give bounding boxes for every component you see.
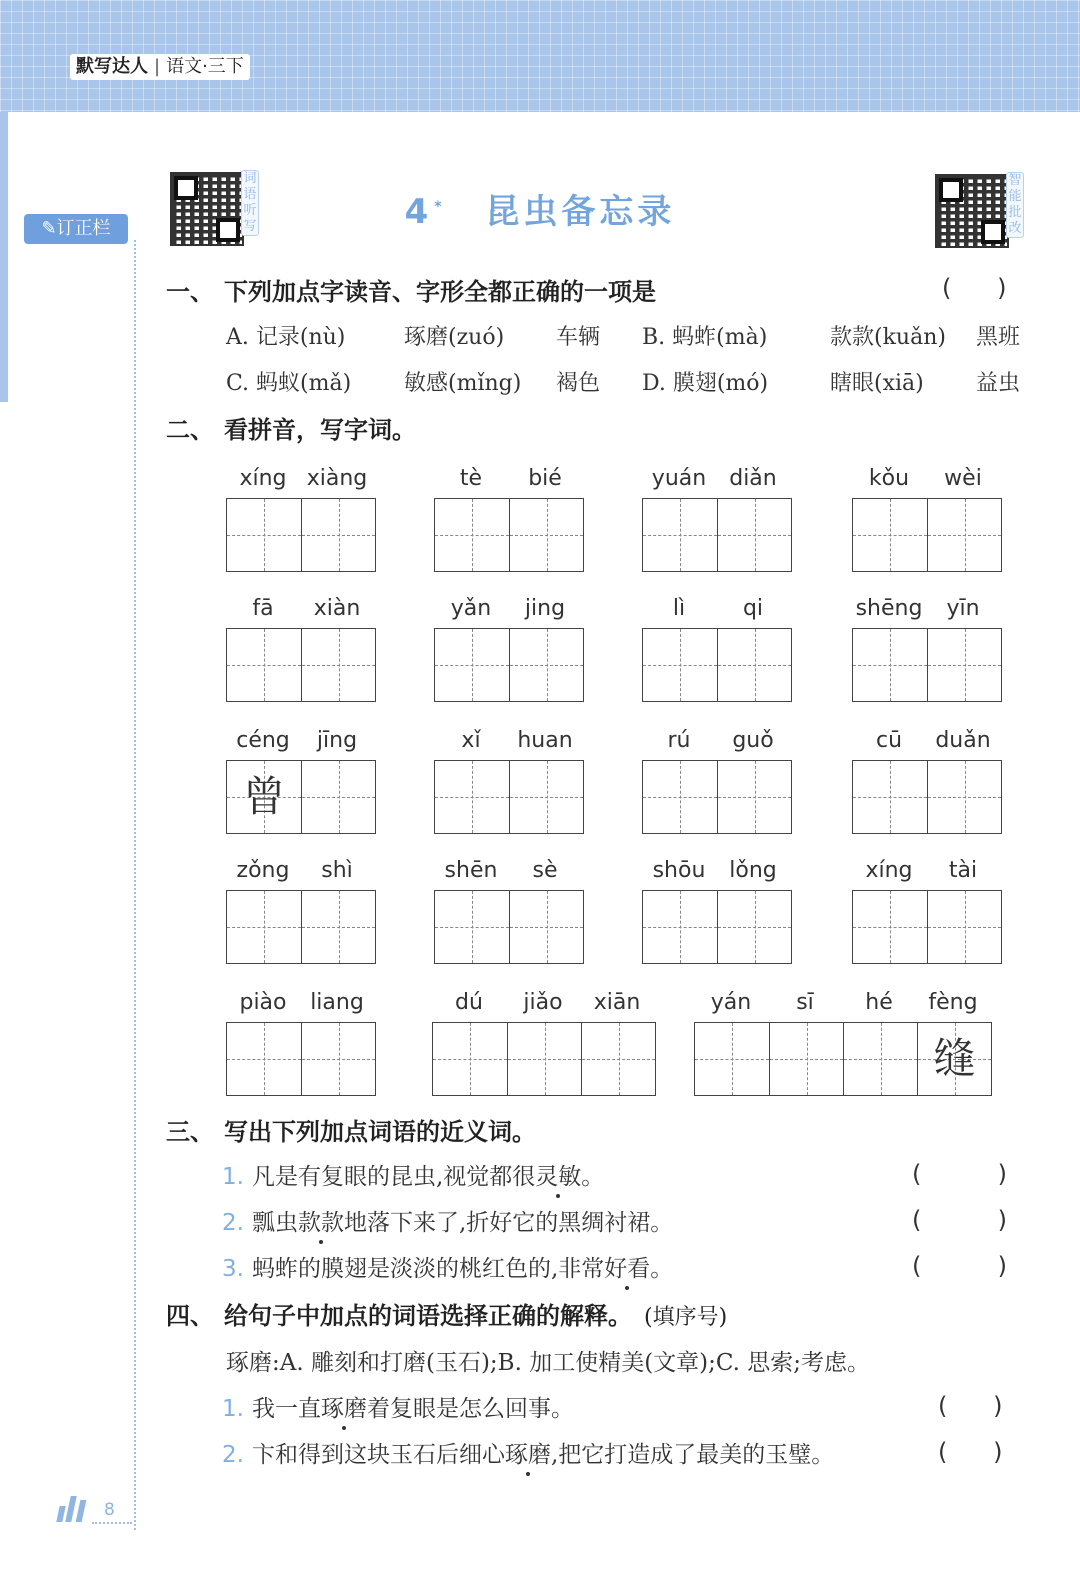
writing-box [852, 498, 1002, 572]
cell-character: 曾 [242, 772, 285, 821]
tianzige-cell[interactable] [643, 891, 717, 963]
tianzige-cell[interactable] [843, 1023, 917, 1095]
pinyin-syllable: cū [875, 728, 903, 753]
section3-answer-2[interactable]: ( ) [912, 1206, 1008, 1234]
pinyin-syllable: duǎn [935, 728, 991, 753]
option-c-word3: 褐色 [556, 371, 601, 396]
writing-box [434, 498, 584, 572]
tianzige-cell[interactable] [643, 629, 717, 701]
pinyin-syllable: shì [321, 858, 353, 883]
tianzige-cell[interactable] [507, 1023, 581, 1095]
option-b-word2: 款款(kuǎn) [830, 325, 946, 350]
pinyin-syllable: xiān [593, 990, 641, 1015]
tianzige-cell[interactable] [853, 499, 927, 571]
writing-box [434, 628, 584, 702]
tianzige-cell[interactable] [433, 1023, 507, 1095]
writing-box [642, 760, 792, 834]
section4-answer-1[interactable]: ( ) [938, 1392, 1003, 1420]
section3-number: 三、 [166, 1118, 214, 1146]
pinyin-syllable: wèi [944, 466, 982, 491]
section3-prompt: 写出下列加点词语的近义词。 [224, 1118, 536, 1146]
tianzige-cell[interactable] [227, 891, 301, 963]
pinyin-syllable: fā [252, 596, 274, 621]
tianzige-cell[interactable] [717, 891, 791, 963]
tianzige-cell[interactable] [927, 891, 1001, 963]
tianzige-cell[interactable] [435, 499, 509, 571]
pinyin-syllable: jiǎo [523, 990, 563, 1015]
option-d-word1[interactable]: D. 膜翅(mó) [642, 371, 769, 396]
pinyin-syllable: xǐ [461, 728, 481, 753]
tianzige-cell[interactable] [717, 761, 791, 833]
pinyin-syllable: huan [517, 728, 573, 753]
section4-note: (填序号) [644, 1305, 728, 1330]
pinyin-syllable: diǎn [729, 466, 777, 491]
writing-box [642, 498, 792, 572]
pinyin-syllable: kǒu [868, 466, 910, 491]
section4-prompt: 给句子中加点的词语选择正确的解释。 [224, 1302, 632, 1330]
section1-prompt: 下列加点字读音、字形全都正确的一项是 [224, 278, 656, 306]
tianzige-cell[interactable] [927, 499, 1001, 571]
tianzige-cell[interactable] [509, 629, 583, 701]
pinyin-syllable: yīn [946, 596, 980, 621]
tianzige-cell[interactable] [717, 629, 791, 701]
tianzige-cell[interactable] [301, 891, 375, 963]
correction-column-label: ✎订正栏 [24, 214, 128, 244]
option-a-word2: 琢磨(zuó) [404, 325, 505, 350]
option-b-word3: 黑班 [976, 325, 1021, 350]
pinyin-syllable: shēng [855, 596, 923, 621]
pinyin-syllable: dú [455, 990, 483, 1015]
lesson-number: 4 [404, 192, 433, 232]
section3-item-3: 3. 蚂蚱的膜翅是淡淡的桃红色的,非常好看。 [222, 1256, 674, 1282]
option-a-word3: 车辆 [556, 325, 601, 350]
option-c-word1[interactable]: C. 蚂蚁(mǎ) [226, 371, 352, 396]
section1-answer-paren[interactable]: ( ) [942, 274, 1007, 302]
section3-heading [166, 1112, 536, 1147]
zhuomo-definition: 琢磨:A. 雕刻和打磨(玉石);B. 加工使精美(文章);C. 思索;考虑。 [226, 1350, 871, 1376]
tianzige-cell[interactable] [927, 761, 1001, 833]
pinyin-syllable: yǎn [450, 596, 492, 621]
option-a-word1[interactable]: A. 记录(nù) [226, 325, 346, 350]
qr-label-left: 词语听写 [241, 170, 259, 236]
pinyin-syllable: lǒng [729, 858, 777, 883]
writing-box [226, 890, 376, 964]
section4-item-1: 1. 我一直琢磨着复眼是怎么回事。 [222, 1396, 574, 1422]
page-number: 8 [104, 1500, 115, 1520]
pinyin-syllable: piào [239, 990, 287, 1015]
section3-answer-3[interactable]: ( ) [912, 1252, 1008, 1280]
pinyin-syllable: xiàng [306, 466, 368, 491]
tianzige-cell[interactable] [695, 1023, 769, 1095]
writing-box [434, 890, 584, 964]
tianzige-cell[interactable] [301, 761, 375, 833]
section4-item-2: 2. 卞和得到这块玉石后细心琢磨,把它打造成了最美的玉璧。 [222, 1442, 835, 1468]
pinyin-syllable: jīng [316, 728, 358, 753]
left-color-strip [0, 112, 8, 402]
series-divider: | [154, 56, 161, 77]
tianzige-cell[interactable] [227, 1023, 301, 1095]
writing-box [642, 628, 792, 702]
section4-answer-2[interactable]: ( ) [938, 1438, 1003, 1466]
pinyin-syllable: tè [459, 466, 483, 491]
writing-box [642, 890, 792, 964]
tianzige-cell[interactable] [435, 891, 509, 963]
pinyin-syllable: lì [672, 596, 686, 621]
tianzige-cell[interactable] [853, 761, 927, 833]
tianzige-cell[interactable] [509, 891, 583, 963]
tianzige-cell[interactable] [581, 1023, 655, 1095]
pinyin-syllable: xíng [865, 858, 913, 883]
pinyin-syllable: liang [310, 990, 364, 1015]
tianzige-cell[interactable] [509, 761, 583, 833]
option-c-word2: 敏感(mǐng) [404, 371, 522, 396]
series-badge [70, 54, 250, 80]
series-name: 默写达人 [76, 56, 148, 77]
section2-prompt: 看拼音，写字词。 [224, 416, 416, 444]
pinyin-syllable: rú [667, 728, 691, 753]
tianzige-cell[interactable] [301, 499, 375, 571]
pinyin-syllable: xiàn [313, 596, 361, 621]
pinyin-syllable: guǒ [732, 728, 774, 753]
tianzige-cell[interactable] [917, 1023, 991, 1095]
pinyin-syllable: bié [528, 466, 562, 491]
option-d-word2: 瞎眼(xiā) [830, 371, 924, 396]
writing-box [226, 628, 376, 702]
section3-answer-1[interactable]: ( ) [912, 1160, 1008, 1188]
qr-label-right: 智能批改 [1006, 172, 1024, 238]
tianzige-cell[interactable] [227, 499, 301, 571]
option-d-word3: 益虫 [976, 371, 1021, 396]
book-logo-icon [56, 1494, 92, 1522]
footer-rule [92, 1522, 132, 1524]
section2-heading [166, 410, 416, 445]
writing-box [226, 1022, 376, 1096]
writing-box [432, 1022, 656, 1096]
lesson-mark: * [434, 198, 446, 215]
tianzige-cell[interactable] [853, 891, 927, 963]
writing-box [852, 628, 1002, 702]
tianzige-cell[interactable] [509, 499, 583, 571]
writing-box [694, 1022, 992, 1096]
pinyin-syllable: tài [948, 858, 978, 883]
section3-item-2: 2. 瓢虫款款地落下来了,折好它的黑绸衬裙。 [222, 1210, 674, 1236]
pinyin-syllable: shēn [444, 858, 498, 883]
writing-box [226, 498, 376, 572]
section1-heading [166, 272, 656, 307]
pinyin-syllable: hé [865, 990, 893, 1015]
option-b-word1[interactable]: B. 蚂蚱(mà) [642, 325, 768, 350]
tianzige-cell[interactable] [301, 1023, 375, 1095]
section2-number: 二、 [166, 416, 214, 444]
pinyin-syllable: céng [236, 728, 290, 753]
section3-item-1: 1. 凡是有复眼的昆虫,视觉都很灵敏。 [222, 1164, 605, 1190]
pinyin-syllable: sī [796, 990, 814, 1015]
tianzige-cell[interactable] [435, 629, 509, 701]
pinyin-syllable: yuán [651, 466, 707, 491]
tianzige-cell[interactable] [927, 629, 1001, 701]
pinyin-syllable: sè [532, 858, 558, 883]
lesson-name: 昆虫备忘录 [485, 192, 676, 232]
writing-box [852, 760, 1002, 834]
writing-box [434, 760, 584, 834]
pinyin-syllable: shōu [652, 858, 706, 883]
tianzige-cell[interactable] [853, 629, 927, 701]
section1-number: 一、 [166, 278, 214, 306]
pinyin-syllable: fèng [928, 990, 978, 1015]
tianzige-cell[interactable] [435, 761, 509, 833]
tianzige-cell[interactable] [301, 629, 375, 701]
subject-label: 语文·三下 [166, 56, 244, 77]
pinyin-syllable: qi [742, 596, 764, 621]
section4-heading [166, 1296, 727, 1331]
tianzige-cell[interactable] [769, 1023, 843, 1095]
margin-divider [134, 240, 136, 1530]
tianzige-cell[interactable] [227, 761, 301, 833]
tianzige-cell[interactable] [643, 761, 717, 833]
pinyin-syllable: jing [524, 596, 566, 621]
tianzige-cell[interactable] [643, 499, 717, 571]
pinyin-syllable: xíng [239, 466, 287, 491]
pinyin-syllable: zǒng [236, 858, 290, 883]
writing-box [852, 890, 1002, 964]
cell-character: 缝 [933, 1034, 976, 1083]
section4-number: 四、 [166, 1302, 214, 1330]
writing-box [226, 760, 376, 834]
tianzige-cell[interactable] [227, 629, 301, 701]
pinyin-syllable: yán [710, 990, 752, 1015]
tianzige-cell[interactable] [717, 499, 791, 571]
lesson-title [0, 184, 1080, 233]
